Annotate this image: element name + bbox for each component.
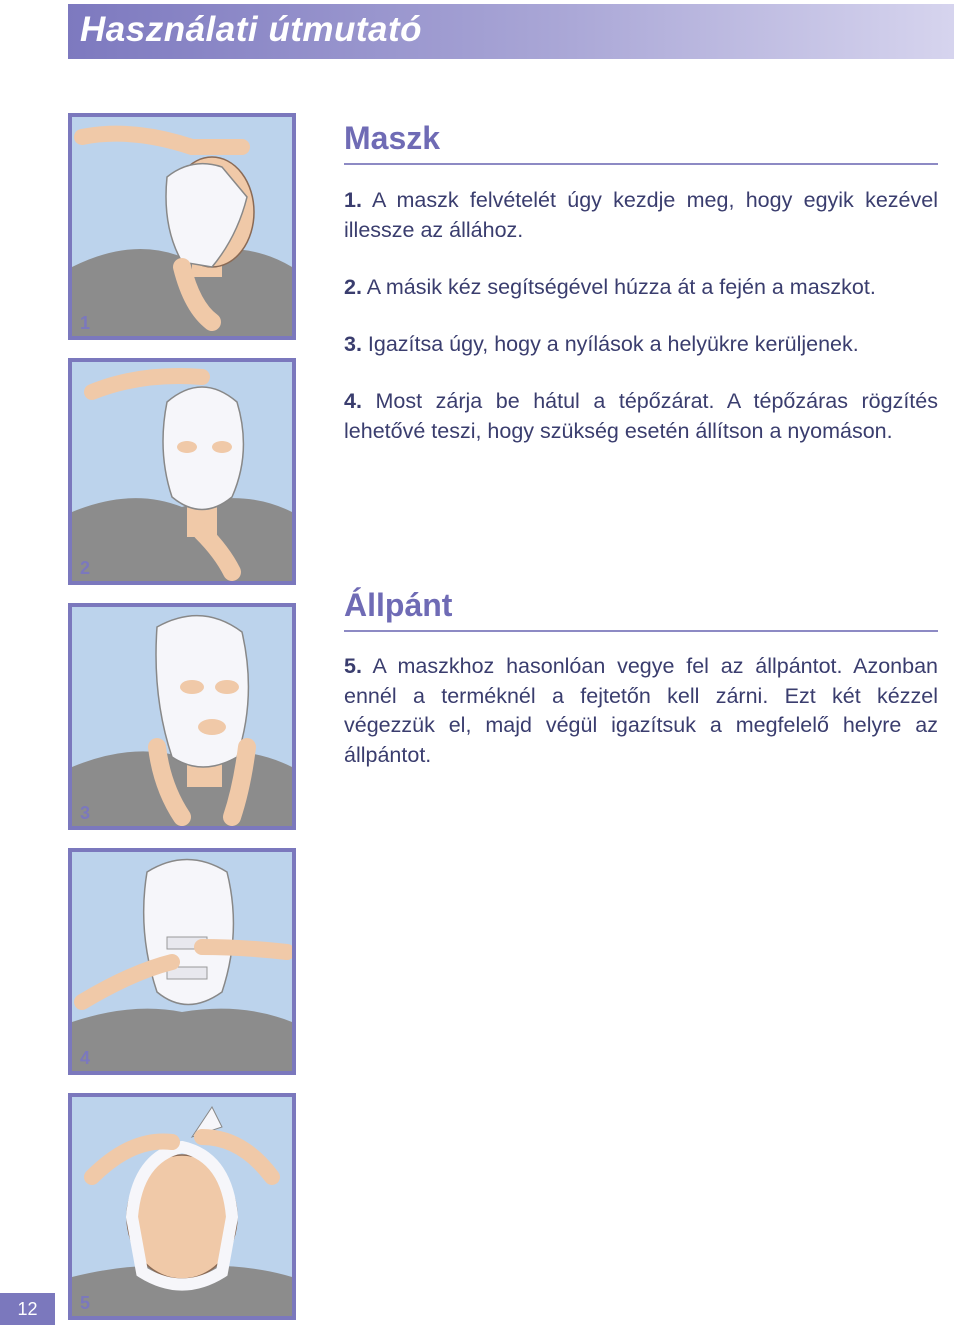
illustration-putting-on-mask-icon: [72, 117, 292, 336]
instruction-step-5: [344, 652, 938, 770]
instruction-step-3: [344, 330, 938, 360]
illustration-panel-5: [68, 1093, 296, 1320]
step-number: 4.: [344, 389, 362, 413]
illustration-panel-4: [68, 848, 296, 1075]
instruction-step-4: [344, 387, 938, 446]
step-number: 3.: [344, 332, 362, 356]
page-number: 12: [0, 1293, 55, 1325]
section-title-allpant: Állpánt: [344, 587, 453, 623]
illustration-closing-velcro-back-icon: [72, 852, 292, 1071]
illustration-panel-2: [68, 358, 296, 585]
illustration-panel-3: [68, 603, 296, 830]
step-text: Igazítsa úgy, hogy a nyílások a helyükre kerüljenek.: [367, 332, 859, 356]
section-title-maszk: Maszk: [344, 120, 441, 156]
page-title: Használati útmutató: [80, 10, 423, 49]
panel-number: 3: [80, 803, 91, 823]
step-number: 5.: [344, 654, 362, 678]
step-text: A másik kéz segítségével húzza át a fején a maszkot.: [366, 275, 876, 299]
step-number: 2.: [344, 275, 362, 299]
section-divider: [344, 163, 938, 165]
illustration-panel-1: [68, 113, 296, 340]
page-header-banner: [68, 4, 954, 59]
panel-number: 2: [80, 558, 91, 578]
illustration-adjusting-mask-icon: [72, 607, 292, 826]
instruction-step-2: [344, 273, 938, 303]
illustration-pulling-mask-over-head-icon: [72, 362, 292, 581]
panel-number: 4: [80, 1048, 91, 1068]
panel-number: 1: [80, 313, 91, 333]
section-divider: [344, 630, 938, 632]
illustration-chin-strap-top-icon: [72, 1097, 292, 1316]
instruction-step-1: [344, 186, 938, 245]
step-text: Most zárja be hátul a tépőzárat. A tépőzáras rögzítés lehetővé teszi, hogy szükség esetén állítson a nyomáson.: [344, 389, 938, 443]
panel-number: 5: [80, 1293, 91, 1313]
step-text: A maszk felvételét úgy kezdje meg, hogy egyik kezével illessze az állához.: [344, 188, 938, 242]
step-text: A maszkhoz hasonlóan vegye fel az állpántot. Azonban ennél a terméknél a fejtetőn kell zárni. Ezt két kézzel végezzük el, majd végül igazítsuk a megfelelő helyre az állpántot.: [344, 654, 938, 767]
step-number: 1.: [344, 188, 362, 212]
